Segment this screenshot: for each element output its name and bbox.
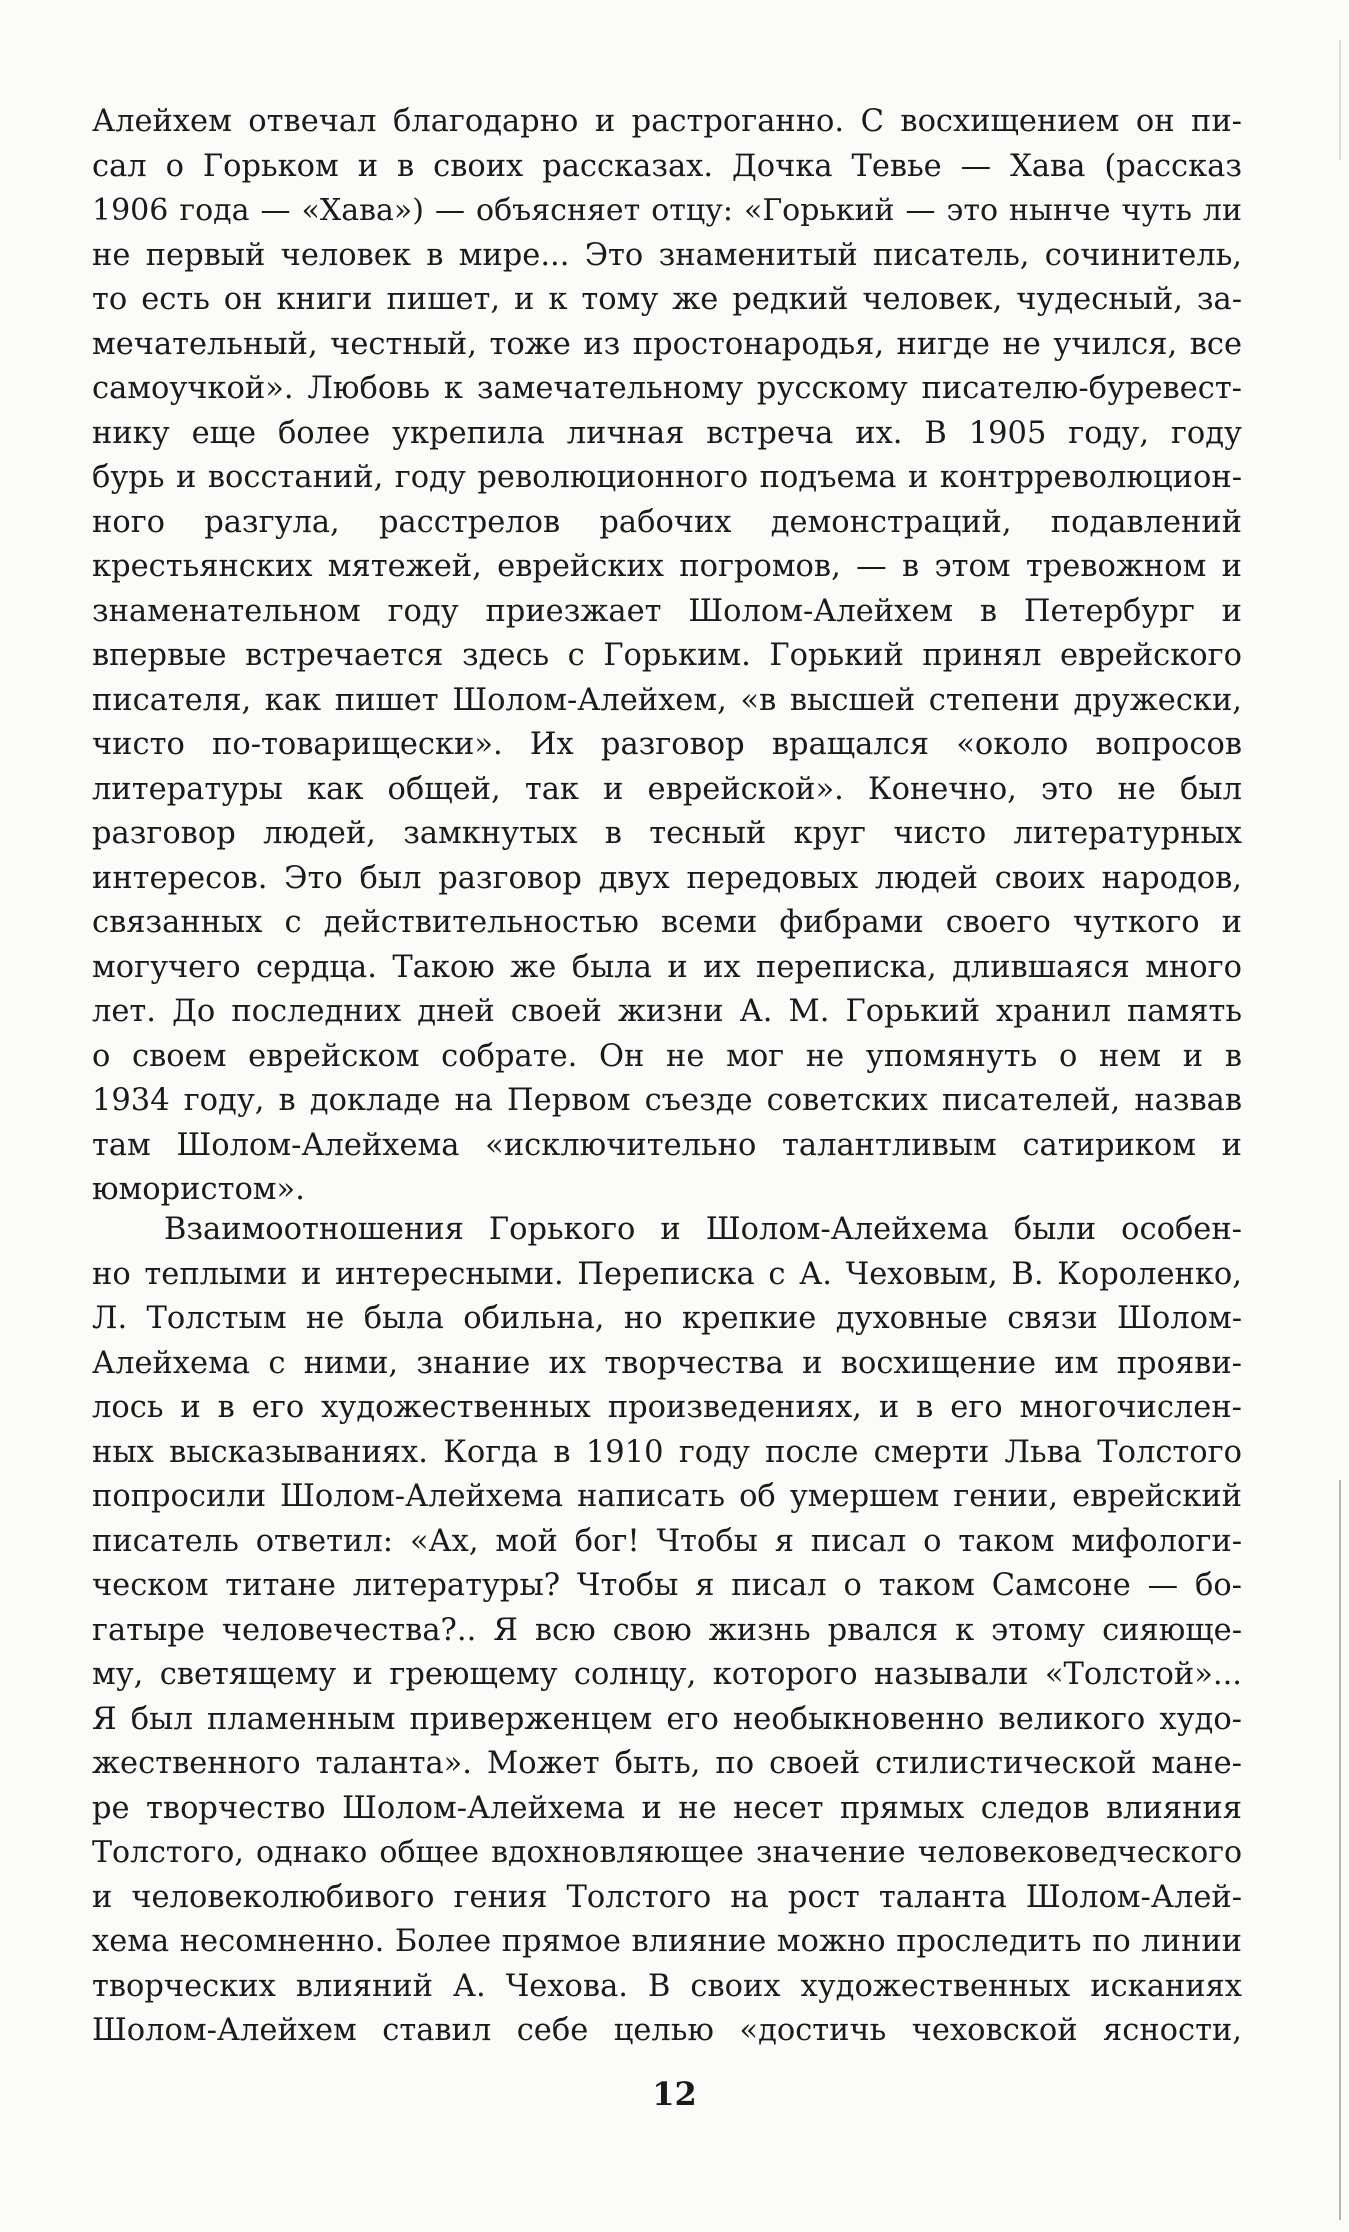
text-line: 1934 году, в докладе на Первом съезде советских писателей, назвав [92,1083,1242,1118]
text-line: разговор людей, замкнутых в тесный круг чисто литературных [92,816,1242,851]
text-line: там Шолом-Алейхема «исключительно талантливым сатириком и [92,1127,1242,1163]
text-line: Алейхема с ними, знание их творчества и восхищение им прояви- [92,1345,1242,1381]
text-line: юмористом». [92,1172,305,1207]
text-line: писатель ответил: «Ах, мой бог! Чтобы я писал о таком мифологи- [92,1523,1242,1559]
text-line: крестьянских мятежей, еврейских погромов, — в этом тревожном и [92,549,1242,584]
text-line: сал о Горьком и в своих рассказах. Дочка Тевье — Хава (рассказ [92,148,1242,184]
text-line: могучего сердца. Такою же была и их переписка, длившаяся много [92,949,1242,985]
text-line: Я был пламенным приверженцем его необыкновенно великого худо- [92,1701,1242,1737]
text-line: Толстого, однако общее вдохновляющее значение человековедческого [92,1835,1242,1870]
text-line: творческих влияний А. Чехова. В своих художественных исканиях [92,1968,1242,2004]
page-number: 12 [652,2075,697,2113]
text-line: интересов. Это был разговор двух передовых людей своих народов, [92,860,1242,896]
text-line: ре творчество Шолом-Алейхема и не несет прямых следов влияния [92,1790,1242,1826]
text-line: бурь и восстаний, году революционного подъема и контрреволюцион- [92,460,1242,495]
text-line: Алейхем отвечал благодарно и растроганно. С восхищением он пи- [92,104,1242,139]
text-line: впервые встречается здесь с Горьким. Горький принял еврейского [92,638,1242,673]
text-line: лет. До последних дней своей жизни А. М. Горький хранил память [92,994,1242,1029]
text-line: Л. Толстым не была обильна, но крепкие духовные связи Шолом- [92,1301,1242,1336]
text-line: ных высказываниях. Когда в 1910 году после смерти Льва Толстого [92,1434,1242,1470]
text-line: чисто по-товарищески». Их разговор вращался «около вопросов [92,727,1242,762]
text-line: то есть он книги пишет, и к тому же редкий человек, чудесный, за- [92,282,1242,317]
text-line: жественного таланта». Может быть, по своей стилистической мане- [92,1746,1242,1781]
text-line: ного разгула, расстрелов рабочих демонстраций, подавлений [92,504,1242,540]
text-line: писателя, как пишет Шолом-Алейхем, «в высшей степени дружески, [92,682,1242,718]
page-edge-shadow [1339,1480,1341,2220]
text-line: мечательный, честный, тоже из простонародья, нигде не учился, все [92,326,1242,362]
text-line: о своем еврейском собрате. Он не мог не упомянуть о нем и в [92,1038,1242,1074]
text-line: Взаимоотношения Горького и Шолом-Алейхема были особен- [164,1212,1242,1247]
text-line: 1906 года — «Хава») — объясняет отцу: «Горький — это нынче чуть ли [92,193,1242,228]
text-line: но теплыми и интересными. Переписка с А. Чеховым, В. Короленко, [92,1256,1242,1292]
text-line: ческом титане литературы? Чтобы я писал о таком Самсоне — бо- [92,1568,1242,1603]
page-edge-shadow [1339,40,1341,160]
paragraph-2 [92,1208,1242,2054]
text-line: связанных с действительностью всеми фибрами своего чуткого и [92,905,1242,940]
text-line: знаменательном году приезжает Шолом-Алейхем в Петербург и [92,593,1242,629]
text-line: хема несомненно. Более прямое влияние можно проследить по линии [92,1924,1242,1959]
paragraph-1 [92,100,1242,1213]
text-line: лось и в его художественных произведениях, и в его многочислен- [92,1390,1242,1425]
text-line: попросили Шолом-Алейхема написать об умершем гении, еврейский [92,1479,1242,1514]
text-line: литературы как общей, так и еврейской». Конечно, это не был [92,771,1242,807]
text-line: гатыре человечества?.. Я всю свою жизнь рвался к этому сияюще- [92,1612,1242,1648]
text-line: не первый человек в мире... Это знаменитый писатель, сочинитель, [92,237,1242,273]
text-line: нику еще более укрепила личная встреча их. В 1905 году, году [92,415,1242,451]
text-line: и человеколюбивого гения Толстого на рост таланта Шолом-Алей- [92,1879,1242,1915]
text-line: му, светящему и греющему солнцу, которого называли «Толстой»... [92,1657,1242,1692]
text-line: самоучкой». Любовь к замечательному русскому писателю-буревест- [92,371,1242,406]
text-line: Шолом-Алейхем ставил себе целью «достичь чеховской ясности, [92,2013,1242,2048]
